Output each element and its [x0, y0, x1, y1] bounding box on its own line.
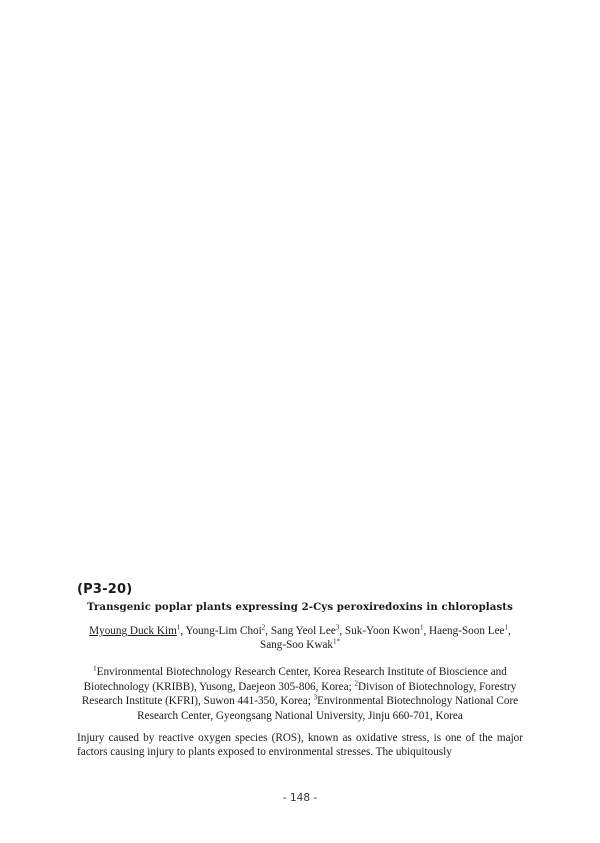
- abstract-code: (P3-20): [77, 582, 133, 597]
- author-name: Myoung Duck Kim: [89, 625, 177, 637]
- affiliation-sup: 1: [93, 664, 97, 673]
- author-4: [429, 625, 511, 637]
- author-sep: ,: [265, 625, 271, 637]
- paper-title: Transgenic poplar plants expressing 2-Cys peroxiredoxins in chloroplasts: [87, 601, 513, 613]
- author-sup: 2: [261, 623, 266, 632]
- author-sup: 1*: [333, 637, 341, 646]
- author-sup: 1: [504, 623, 509, 632]
- author-sep: ,: [180, 625, 186, 637]
- author-5: [260, 639, 340, 651]
- affiliation-sup: 2: [354, 678, 358, 687]
- author-name: Sang-Soo Kwak: [259, 639, 334, 651]
- author-3: [345, 625, 429, 637]
- author-sup: 1: [419, 623, 424, 632]
- author-sup: 3: [335, 623, 340, 632]
- abstract-body: Injury caused by reactive oxygen species (ROS), known as oxidative stress, is one of the major factors causing injury to plants exposed to environmental stresses. The ubiquitously: [77, 732, 523, 758]
- author-sep: ,: [508, 625, 511, 637]
- page-number: - 148 -: [282, 792, 318, 804]
- author-sep: ,: [423, 625, 430, 637]
- author-name: Sang Yeol Lee: [270, 625, 336, 637]
- author-sep: ,: [339, 625, 345, 637]
- affiliation-text: Divison of Biotechnology, Forestry Research Institute (KFRI), Suwon 441-350, Korea;: [81, 680, 517, 707]
- affiliation-text: Environmental Biotechnology Research Center, Korea Research Institute of Bioscience and Biotechnology (KRIBB), Yusong, Daejeon 305-806, Korea;: [83, 666, 507, 693]
- author-name: Suk-Yoon Kwon: [344, 625, 420, 637]
- author-0: [89, 625, 185, 637]
- author-list: [70, 624, 530, 652]
- affiliation-sup: 3: [313, 693, 318, 702]
- author-2: [271, 625, 345, 637]
- author-name: Haeng-Soon Lee: [429, 625, 505, 637]
- affiliation-text: Environmental Biotechnology National Core Research Center, Gyeongsang National University, Jinju 660-701, Korea: [137, 695, 519, 722]
- affiliations: [70, 665, 530, 723]
- author-sup: 1: [176, 623, 181, 632]
- author-name: Young-Lim Choi: [185, 625, 262, 637]
- author-1: [186, 625, 271, 637]
